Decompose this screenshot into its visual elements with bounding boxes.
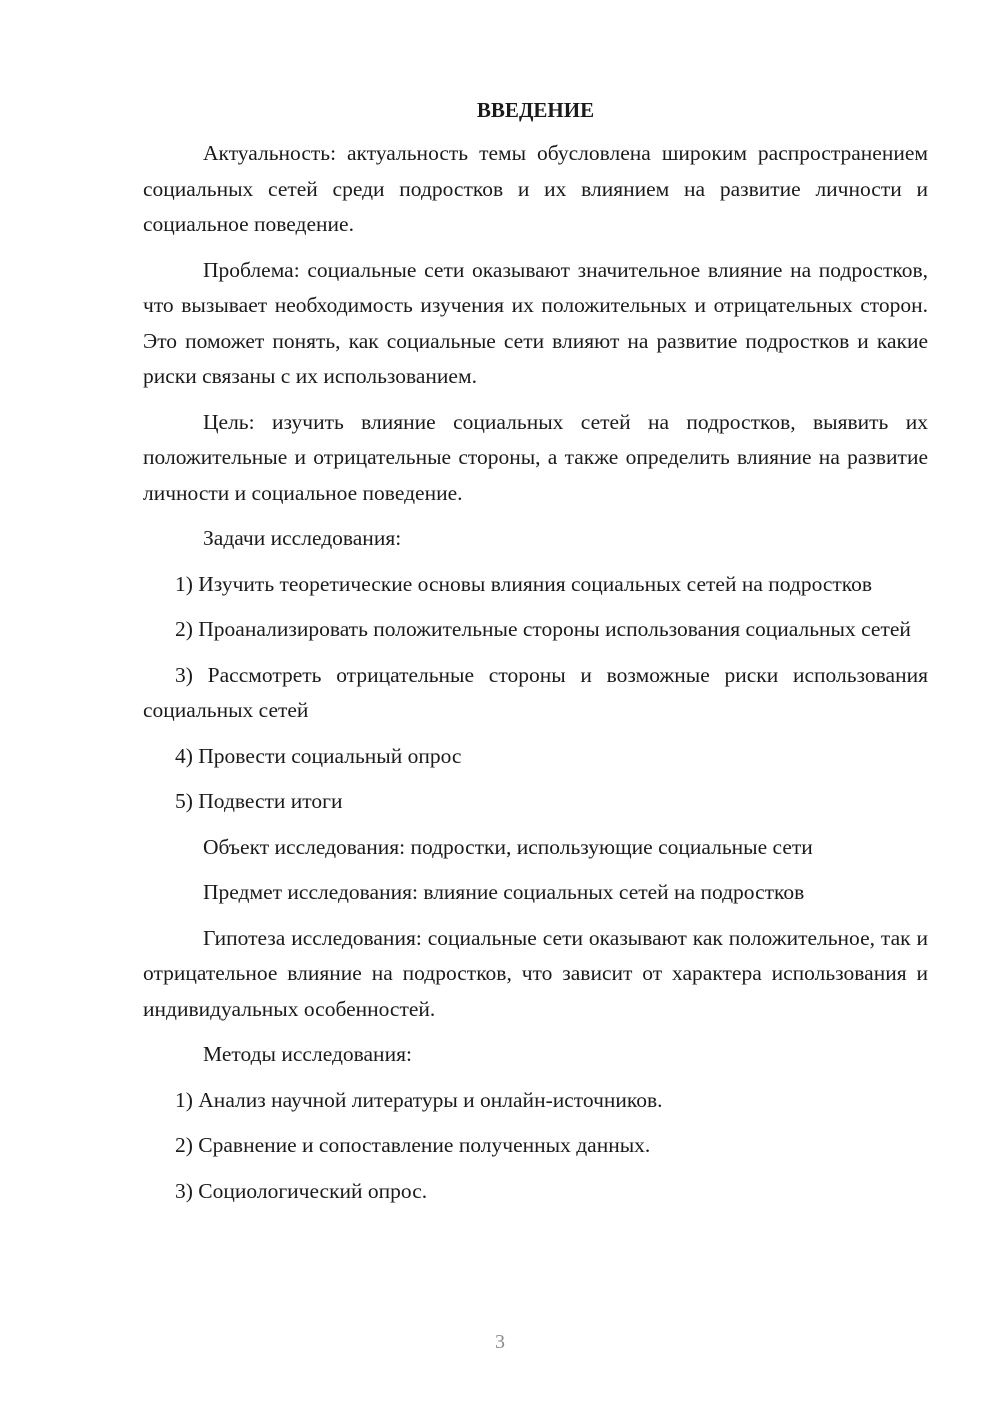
task-item: 3) Рассмотреть отрицательные стороны и возможные риски использования социальных сетей	[143, 662, 928, 722]
relevance-paragraph: Актуальность: актуальность темы обусловлена широким распространением социальных сетей среди подростков и их влиянием на развитие личности и социальное поведение.	[143, 141, 928, 236]
research-subject: Предмет исследования: влияние социальных сетей на подростков	[203, 880, 805, 904]
section-heading: ВВЕДЕНИЕ	[476, 98, 595, 122]
research-object: Объект исследования: подростки, использующие социальные сети	[203, 834, 813, 859]
task-item: 2) Проанализировать положительные стороны использования социальных сетей	[175, 617, 911, 641]
method-item: 1) Анализ научной литературы и онлайн-источников.	[175, 1087, 663, 1112]
goal-paragraph: Цель: изучить влияние социальных сетей на подростков, выявить их положительные и отрицательные стороны, а также определить влияние на развитие личности и социальное поведение.	[143, 409, 928, 505]
problem-paragraph: Проблема: социальные сети оказывают значительное влияние на подростков, что вызывает необходимость изучения их положительных и отрицательных сторон. Это поможет понять, как социальные сети влияют на развитие подростков и какие риски связаны с их использованием.	[143, 257, 928, 388]
task-item: 4) Провести социальный опрос	[175, 743, 462, 768]
methods-heading: Методы исследования:	[203, 1042, 412, 1066]
task-item: 1) Изучить теоретические основы влияния социальных сетей на подростков	[175, 571, 873, 596]
document-page	[143, 92, 928, 1219]
task-item: 5) Подвести итоги	[175, 789, 343, 813]
method-item: 2) Сравнение и сопоставление полученных данных.	[175, 1133, 651, 1157]
research-hypothesis: Гипотеза исследования: социальные сети оказывают как положительное, так и отрицательное влияние на подростков, что зависит от характера использования и индивидуальных особенностей.	[143, 925, 928, 1021]
tasks-heading: Задачи исследования:	[203, 526, 402, 550]
page-number: 3	[495, 1331, 505, 1353]
method-item: 3) Социологический опрос.	[175, 1178, 428, 1203]
